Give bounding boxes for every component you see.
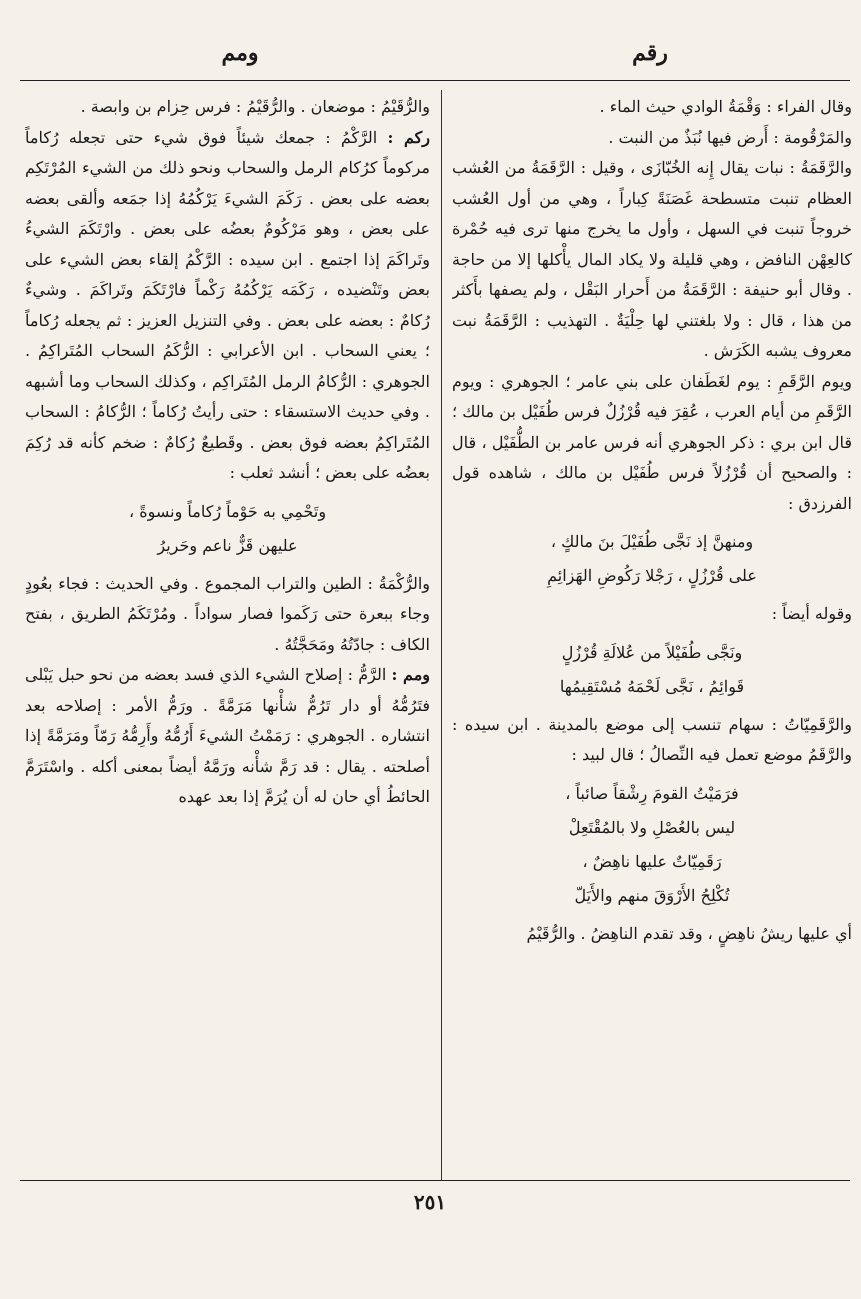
verse [25,495,430,563]
top-rule [20,80,850,81]
paragraph: والمَرْقُومة : أَرض فيها نُبَذٌ من النبت . [608,127,852,147]
paragraph: ويوم الرَّقَمِ : يوم لغَطَفان على بني عامر ؛ الجوهري : ويوم الرَّقَمِ من أيام العرب ، عُقِرَ فيه قُرْزُلٌ فرس طُفَيْل بن مالك ؛ قال ابن بري : ذكر الجوهري أنه فرس عامر بن الطُّفَيْل ، قال : والصحيح أن قُرْزُلاً فرس طُفَيْل بن مالك ، شاهده قول الفرزدق : [452,371,852,513]
entry-headword: ومم : [391,665,430,684]
verse-line: تُكْلِحُ الأَرْوَقَ منهم والأَيَلّ [574,885,730,905]
running-head-right: رقم [632,40,668,66]
verse-line: قَوائِمُ ، نَجَّى لَحْمَهُ مُسْتَقِيمُها [559,676,745,696]
entry-wmm [25,660,430,813]
paragraph: وقوله أيضاً : [771,604,852,623]
verse-line: ليس بالعُصْلِ ولا بالمُقْتَعِلْ [568,817,736,837]
paragraph: والرُّقَيْمُ : موضعان . والرُّقَيْمُ : فرس حِزام بن وابصة . [80,97,430,116]
paragraph: أي عليها ريشُ ناهِضٍ ، وقد تقدم الناهِضُ . والرُّقَيْمُ [526,923,852,943]
verse [452,636,852,704]
running-head-left: ومم [221,40,259,66]
right-column [452,92,852,1177]
page-number: ٢٥١ [413,1190,447,1214]
paragraph: وقال الفراء : وَقْمَةُ الوادي حيث الماء . [599,97,852,116]
entry-rkm [25,123,430,489]
verse-line: على قُرْزُلٍ ، رَجْلا رَكُوضِ الهَزائِمِ [547,566,757,585]
paragraph: والرَّقَمِيّاتُ : سهام تنسب إلى موضع بالمدينة . ابن سيده : والرَّقَمُ موضع تعمل فيه النِّصالُ ؛ قال لبيد : [452,714,852,764]
left-column [25,92,430,1177]
entry-body: الرَّمُّ : إصلاح الشيء الذي فسد بعضه من نحو حبل يَبْلى فتَرُمُّهُ أو دار تَرُمُّ شأْنها مَرَمَّةً . ورَمُّ الأمر : إصلاحه بعد انتشاره . الجوهري : رَمَمْتُ الشيءَ أَرُمُّهُ وأَرِمُّهُ رَمّاً ومَرَمَّةً إذا أصلحته . يقال : قد رَمَّ شأْنه ورَمَّهُ أيضاً بمعنى أكله . واسْتَرَمَّ الحائطُ أي حان له أن يُرَمَّ إذا بعد عهده [25,665,430,806]
verse-line: فرَمَيْتُ القومَ رِشْقاً صائباً ، [565,783,739,803]
verse-line: وتَحْمِي به حَوْماً رُكاماً ونسوةً ، [128,501,327,521]
paragraph: والرَّقَمَةُ : نبات يقال إِنه الخُبّازَى ، وقيل : الرَّقَمَةُ من العُشب العظام تنبت متسطحة غَصَنَةً كِباراً ، وهي من أول العُشب خروجاً تنبت في السهل ، وأول ما يخرج منها ترى فيه حُمْرة كالعِهْن النافض ، وهي قليلة ولا يكاد المال يأْكلها إلا من حاجة . وقال أبو حنيفة : الرَّقَمَةُ من أَحرار البَقْل ، ولم يصفها بأَكثر من هذا ، قال : ولا بلغتني لها حِلْيَةٌ . التهذيب : الرَّقَمَةُ نبت معروف يشبه الكَرَش . [452,158,852,360]
verse-line: رَقَمِيّاتٌ عليها ناهِضٌ ، [582,851,722,871]
verse [452,525,852,593]
entry-body: الرَّكْمُ : جمعك شيئاً فوق شيء حتى تجعله رُكاماً مركوماً كرُكام الرمل والسحاب ونحو ذلك من الشيء المُرْتَكِم بعضه على بعض . رَكَمَ الشيءَ يَرْكُمُهُ إذا جمَعه وألقى بعضه على بعض ، وهو مَرْكُومٌ بعضُه على بعض . وارْتَكَمَ الشيءُ وتَراكَمَ إذا اجتمع . ابن سيده : الرَّكْمُ إلقاء بعض الشيء على بعض وتَنْضيده ، رَكَمَه يَرْكُمُهُ رَكْماً فارْتَكَمَ وتَراكَمَ . وشيءٌ رُكامٌ : بعضه على بعض . وفي التنزيل العزيز : ثم يجعله رُكاماً ؛ يعني السحاب . ابن الأعرابي : الرُّكَمُ السحاب المُتَراكِمُ . الجوهري : الرُّكامُ الرمل المُتَراكِم ، وكذلك السحاب وما أشبهه . وفي حديث الاستسقاء : حتى رأيتُ رُكاماً ؛ الرُّكامُ : السحاب المُتَراكِمُ بعضه فوق بعض . وقَطيعٌ رُكامٌ : ضخم كأنه قد رُكِمَ بعضُه على بعض ؛ أنشد ثعلب : [25,127,430,482]
verse-line: ونَجَّى طُفَيْلاً من عُلالَةِ قُرْزُلٍ [561,642,743,662]
entry-headword: ركم : [387,127,430,147]
bottom-rule [20,1180,850,1181]
verse [452,777,852,913]
verse-line: عليهن قَزٌّ ناعم وحَريرُ [157,535,298,555]
verse-line: ومنهنَّ إذ نَجَّى طُفَيْلَ بنَ مالكٍ ، [550,532,754,551]
paragraph: والرُّكْمَةُ : الطين والتراب المجموع . وفي الحديث : فجاء بعُودٍ وجاء ببعرة حتى رَكَموا فصار سواداً . ومُرْتَكَمُ الطريق ، بفتح الكاف : جادّتُهُ ومَحَجَّتُهُ . [25,573,430,654]
column-divider [441,90,442,1180]
